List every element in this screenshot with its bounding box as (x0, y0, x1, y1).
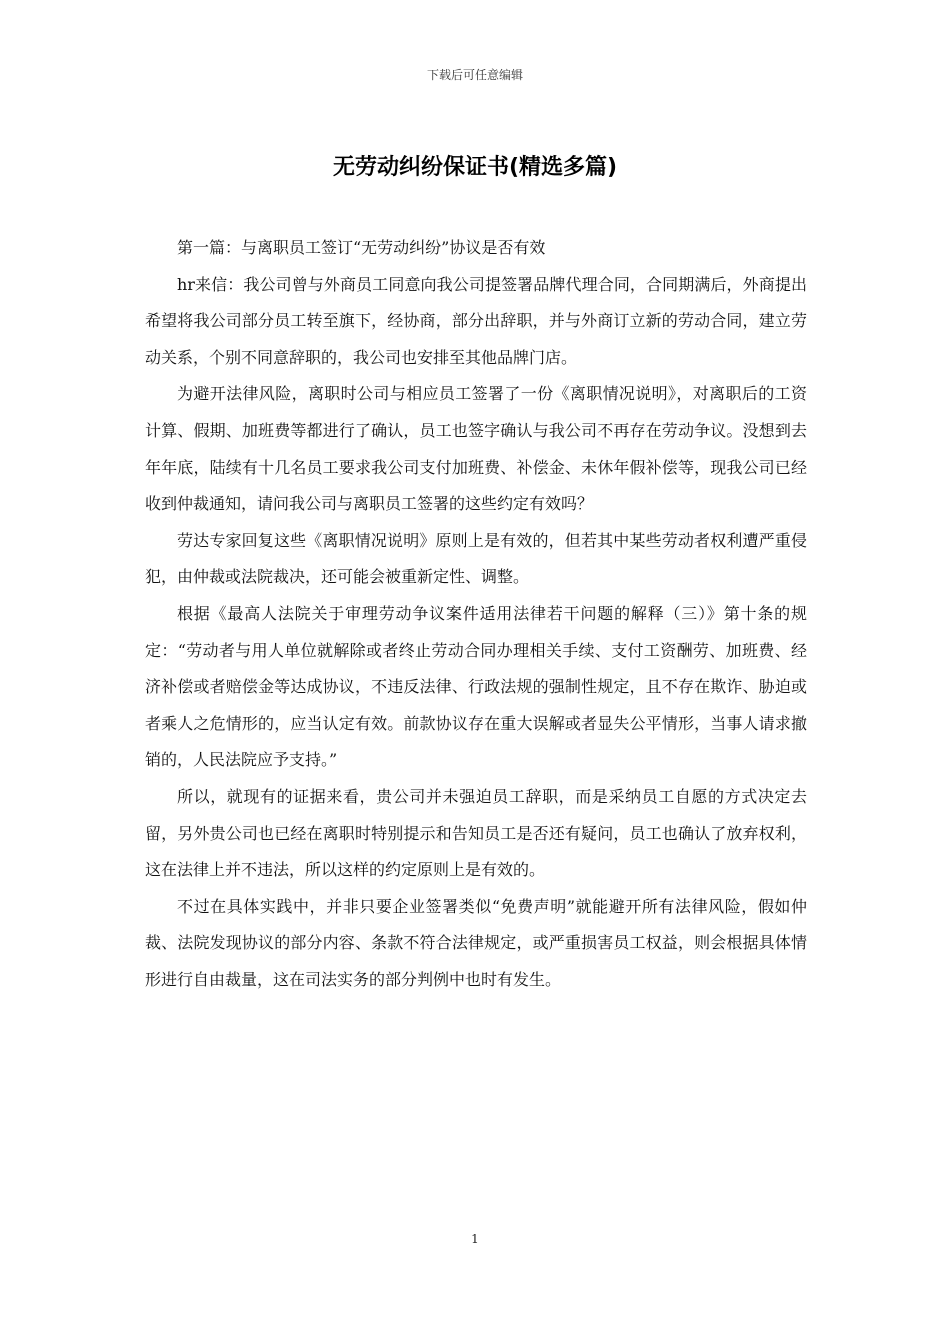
body-paragraph: 所以，就现有的证据来看，贵公司并未强迫员工辞职，而是采纳员工自愿的方式决定去留，另外贵公司也已经在离职时特别提示和告知员工是否还有疑问，员工也确认了放弃权利，这在法律上并不违法，所以这样的约定原则上是有效的。 (145, 786, 807, 880)
body-paragraph: 根据《最高人法院关于审理劳动争议案件适用法律若干问题的解释（三）》第十条的规定：“劳动者与用人单位就解除或者终止劳动合同办理相关手续、支付工资酬劳、加班费、经济补偿或者赔偿金等达成协议，不违反法律、行政法规的强制性规定，且不存在欺诈、胁迫或者乘人之危情形的，应当认定有效。前款协议存在重大误解或者显失公平情形，当事人请求撤销的，人民法院应予支持。” (145, 603, 807, 770)
body-paragraph: 劳达专家回复这些《离职情况说明》原则上是有效的，但若其中某些劳动者权利遭严重侵犯，由仲裁或法院裁决，还可能会被重新定性、调整。 (145, 530, 807, 587)
document-body (145, 230, 807, 998)
header-note: 下载后可任意编辑 (426, 68, 523, 82)
page-number: 1 (471, 1232, 479, 1246)
body-paragraph: 不过在具体实践中，并非只要企业签署类似“免费声明”就能避开所有法律风险，假如仲裁、法院发现协议的部分内容、条款不符合法律规定，或严重损害员工权益，则会根据具体情形进行自由裁量，这在司法实务的部分判例中也时有发生。 (145, 896, 807, 989)
body-paragraph: 为避开法律风险，离职时公司与相应员工签署了一份《离职情况说明》，对离职后的工资计算、假期、加班费等都进行了确认，员工也签字确认与我公司不再存在劳动争议。没想到去年年底，陆续有十几名员工要求我公司支付加班费、补偿金、未休年假补偿等，现我公司已经收到仲裁通知，请问我公司与离职员工签署的这些约定有效吗？ (145, 384, 807, 514)
section-heading-paragraph: 第一篇：与离职员工签订“无劳动纠纷”协议是否有效 (177, 238, 546, 257)
document-title: 无劳动纠纷保证书(精选多篇) (332, 155, 618, 180)
body-paragraph: hr来信：我公司曾与外商员工同意向我公司提签署品牌代理合同，合同期满后，外商提出希望将我公司部分员工转至旗下，经协商，部分出辞职，并与外商订立新的劳动合同，建立劳动关系，个别不同意辞职的，我公司也安排至其他品牌门店。 (145, 274, 807, 367)
